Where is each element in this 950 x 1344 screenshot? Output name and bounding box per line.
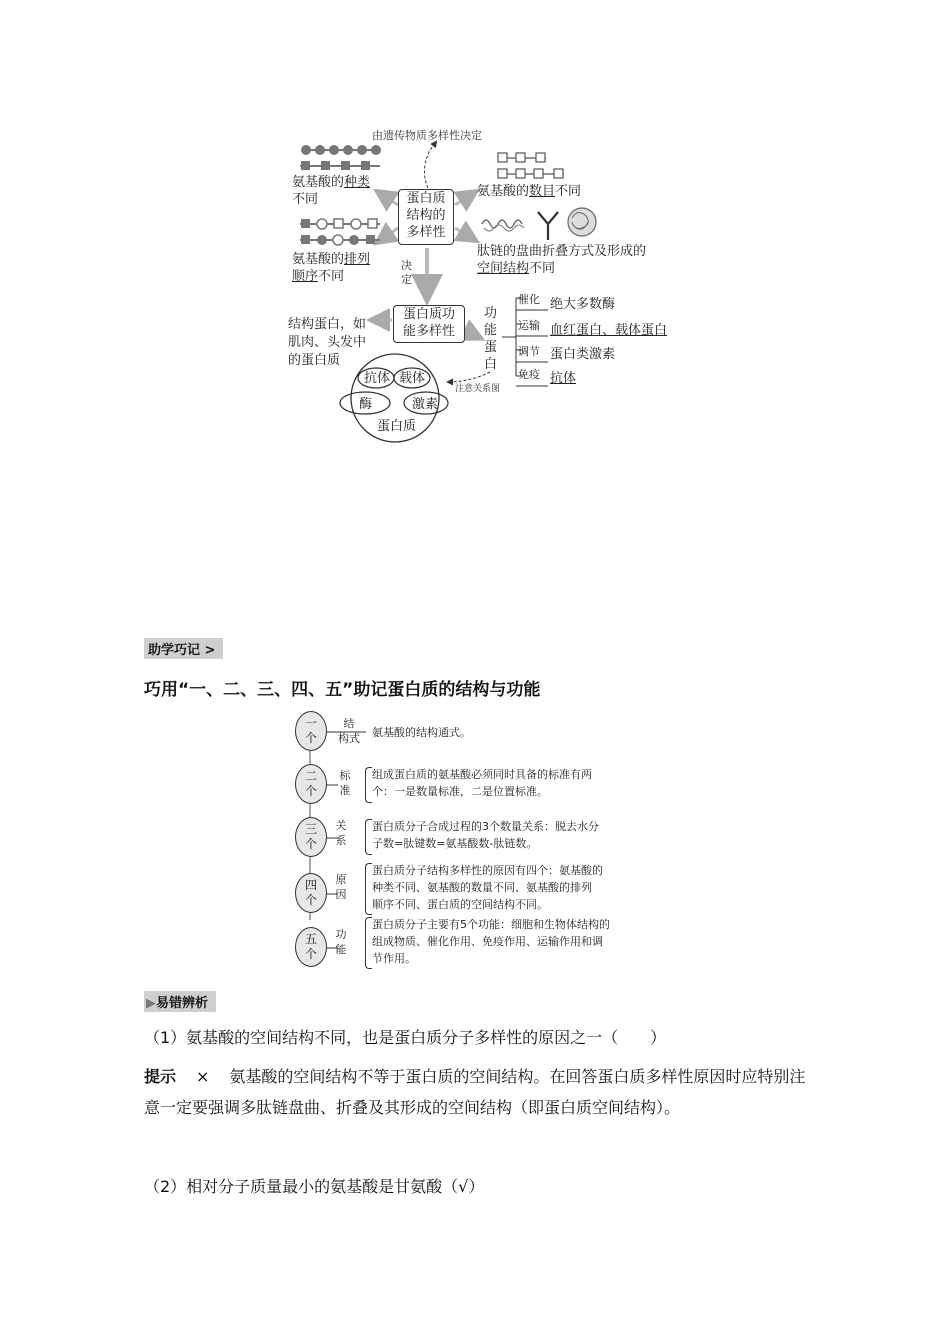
- question-1: （1）氨基酸的空间结构不同，也是蛋白质分子多样性的原因之一（ ）: [144, 1028, 667, 1047]
- right-label-2: 肽链的盘曲折叠方式及形成的: [477, 244, 647, 259]
- venn-antibody: 抗体: [364, 371, 391, 386]
- role-transport: 运输: [518, 319, 540, 332]
- left-label-2b: 顺序不同: [292, 269, 345, 284]
- top-note: 由遗传物质多样性决定: [372, 129, 482, 142]
- left-label-1: 氨基酸的种类: [292, 175, 371, 190]
- hint-mark: ×: [196, 1067, 210, 1086]
- mnemonic-text-5: 蛋白质分子主要有5个功能：细胞和生物体结构的 组成物质、催化作用、免疫作用、运输作用和调 节作用。: [372, 918, 610, 965]
- mnemonic-label-3: 关 系: [335, 819, 347, 847]
- role-catalysis-text: 绝大多数酶: [550, 297, 616, 312]
- mnemonic-label-2: 标 准: [339, 769, 351, 797]
- triangle-right-icon: ▶: [146, 996, 156, 1011]
- function-diversity-box: 蛋白质功 能多样性: [393, 305, 465, 343]
- structure-diversity-box: [398, 189, 454, 245]
- left-label-2: 氨基酸的排列: [292, 252, 371, 267]
- venn-carrier: 载体: [399, 371, 426, 386]
- hint-text: 氨基酸的空间结构不等于蛋白质的空间结构。在回答蛋白质多样性原因时应特别注意一定要强调多肽链盘曲、折叠及其形成的空间结构（即蛋白质空间结构）。: [144, 1067, 806, 1117]
- center-line-1: 蛋白质: [406, 191, 446, 206]
- question-2: （2）相对分子质量最小的氨基酸是甘氨酸（√）: [144, 1177, 485, 1196]
- structural-protein-label: 结构蛋白，如 肌肉、头发中 的蛋白质: [288, 317, 367, 368]
- mnemonic-num-4: 四 个: [295, 873, 327, 913]
- error-analysis-tag: ▶易错辨析: [144, 991, 216, 1012]
- mnemonic-num-1: 一 个: [295, 711, 327, 751]
- diagram-connectors: [280, 120, 680, 450]
- right-label-1: 氨基酸的数目不同: [477, 184, 582, 199]
- role-transport-text: 血红蛋白、载体蛋白: [550, 323, 668, 338]
- brace-2: [365, 767, 372, 803]
- mnemonic-label-4: 原 因: [335, 873, 347, 901]
- role-regulation: 调节: [518, 345, 540, 358]
- brace-3: [365, 819, 372, 855]
- mnemonic-text-2: 组成蛋白质的氨基酸必须同时具备的标准有两 个：一是数量标准，二是位置标准。: [372, 768, 592, 798]
- mnemonic-text-1: 氨基酸的结构通式。: [372, 726, 471, 739]
- mnemonic-num-5: 五 个: [295, 927, 327, 967]
- center-line-2: 结构的: [406, 208, 446, 223]
- brace-4: [365, 863, 372, 915]
- mnemonic-title: 巧用“一、二、三、四、五”助记蛋白质的结构与功能: [144, 680, 541, 700]
- mnemonic-tag: 助学巧记 >: [144, 638, 223, 659]
- chevron-right-icon: >: [204, 643, 216, 658]
- mnemonic-label-5: 功 能: [335, 928, 347, 956]
- right-label-2b: 空间结构不同: [477, 261, 556, 276]
- functional-protein-label: 功 能 蛋 白: [484, 306, 498, 372]
- venn-enzyme: 酶: [359, 397, 373, 412]
- left-label-1b: 不同: [292, 192, 319, 207]
- hint-label: 提示: [144, 1067, 177, 1086]
- venn-protein: 蛋白质: [377, 419, 417, 434]
- role-catalysis: 催化: [518, 293, 540, 306]
- role-regulation-text: 蛋白类激素: [550, 347, 616, 362]
- relation-note: 注意关系图: [455, 384, 501, 394]
- role-immunity-text: 抗体: [550, 371, 577, 386]
- role-immunity: 免疫: [518, 368, 540, 381]
- mnemonic-label-1: 结 构式: [338, 717, 360, 745]
- venn-hormone: 激素: [412, 397, 439, 412]
- hint-paragraph: [144, 1061, 809, 1123]
- mnemonic-num-3: 三 个: [295, 817, 327, 857]
- mnemonic-num-2: 二 个: [295, 764, 327, 804]
- center-line-3: 多样性: [406, 225, 446, 240]
- mnemonic-text-4: 蛋白质分子结构多样性的原因有四个：氨基酸的 种类不同、氨基酸的数量不同、氨基酸的排列 顺序不同、蛋白质的空间结构不同。: [372, 864, 603, 911]
- brace-5: [365, 917, 372, 969]
- decide-label: 决 定: [401, 259, 412, 286]
- mnemonic-text-3: 蛋白质分子合成过程的3个数量关系：脱去水分 子数=肽键数=氨基酸数-肽链数。: [372, 820, 599, 850]
